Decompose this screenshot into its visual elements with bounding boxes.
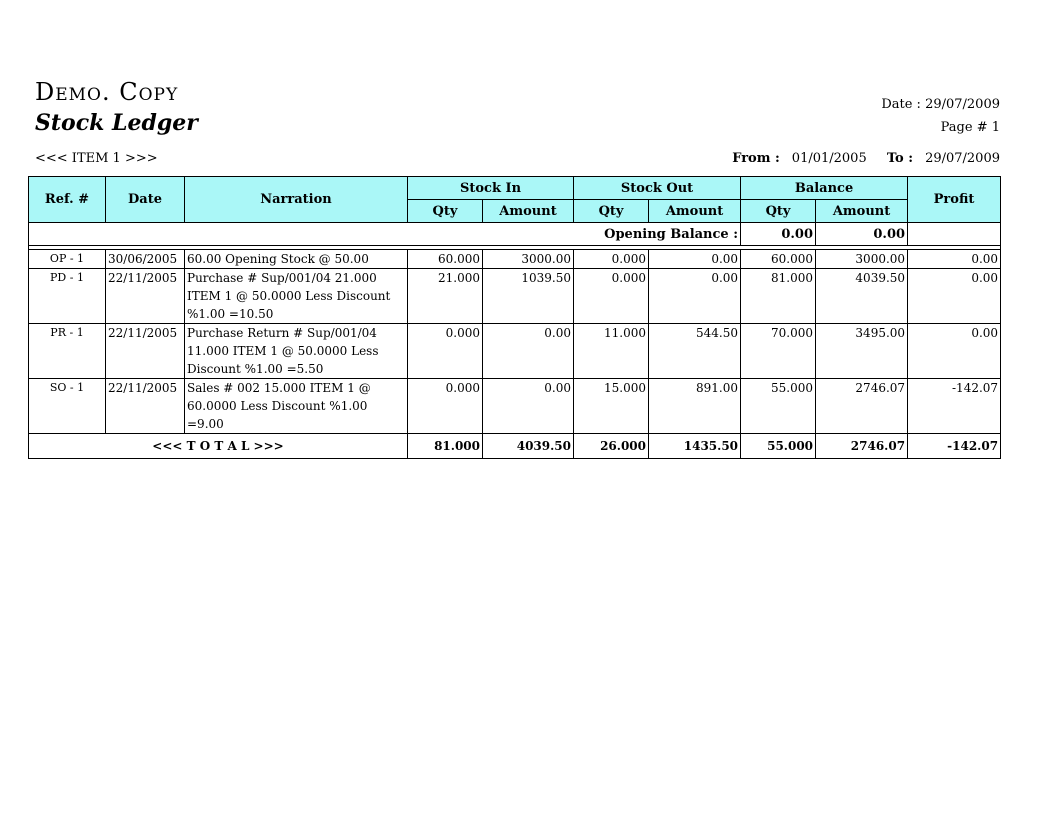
- company-name: Demo. Copy: [35, 78, 179, 106]
- col-stock-in: Stock In: [408, 177, 574, 200]
- ledger-table: [28, 176, 1001, 459]
- date-cell: 22/11/2005: [106, 379, 185, 434]
- page-number: Page # 1: [940, 120, 1000, 135]
- in-amount-cell: 0.00: [483, 379, 574, 434]
- total-in-qty: 81.000: [408, 434, 483, 459]
- table-row: [29, 324, 1001, 379]
- out-amount-cell: 891.00: [649, 379, 741, 434]
- in-qty-cell: 60.000: [408, 250, 483, 269]
- narration-cell: Purchase # Sup/001/04 21.000 ITEM 1 @ 50.0000 Less Discount %1.00 =10.50: [185, 269, 408, 324]
- col-stock-out: Stock Out: [574, 177, 741, 200]
- profit-cell: 0.00: [908, 324, 1001, 379]
- opening-amount: 0.00: [816, 223, 908, 246]
- total-out-amount: 1435.50: [649, 434, 741, 459]
- narration-cell: Sales # 002 15.000 ITEM 1 @ 60.0000 Less Discount %1.00 =9.00: [185, 379, 408, 434]
- profit-cell: -142.07: [908, 379, 1001, 434]
- out-qty-cell: 11.000: [574, 324, 649, 379]
- total-in-amount: 4039.50: [483, 434, 574, 459]
- opening-qty: 0.00: [741, 223, 816, 246]
- col-profit: Profit: [908, 177, 1001, 223]
- bal-qty-cell: 55.000: [741, 379, 816, 434]
- in-qty-cell: 0.000: [408, 324, 483, 379]
- bal-qty-cell: 81.000: [741, 269, 816, 324]
- out-amount-cell: 544.50: [649, 324, 741, 379]
- out-qty-cell: 0.000: [574, 269, 649, 324]
- bal-amount-cell: 4039.50: [816, 269, 908, 324]
- date-cell: 30/06/2005: [106, 250, 185, 269]
- col-balance: Balance: [741, 177, 908, 200]
- total-bal-amount: 2746.07: [816, 434, 908, 459]
- total-out-qty: 26.000: [574, 434, 649, 459]
- col-out-amount: Amount: [649, 200, 741, 223]
- total-profit: -142.07: [908, 434, 1001, 459]
- out-qty-cell: 0.000: [574, 250, 649, 269]
- to-label: To :: [886, 151, 914, 166]
- total-bal-qty: 55.000: [741, 434, 816, 459]
- ref-cell: PD - 1: [29, 269, 106, 324]
- out-qty-cell: 15.000: [574, 379, 649, 434]
- item-heading: <<< ITEM 1 >>>: [35, 151, 158, 166]
- in-amount-cell: 3000.00: [483, 250, 574, 269]
- date-range: [732, 151, 1000, 166]
- report-date: Date : 29/07/2009: [881, 97, 1000, 112]
- ref-cell: SO - 1: [29, 379, 106, 434]
- report-title: Stock Ledger: [35, 110, 198, 136]
- opening-profit: [908, 223, 1001, 246]
- in-qty-cell: 0.000: [408, 379, 483, 434]
- col-in-qty: Qty: [408, 200, 483, 223]
- col-date: Date: [106, 177, 185, 223]
- table-row: [29, 250, 1001, 269]
- total-label: <<< T O T A L >>>: [29, 434, 408, 459]
- bal-amount-cell: 3000.00: [816, 250, 908, 269]
- from-value: 01/01/2005: [791, 151, 867, 166]
- col-bal-amount: Amount: [816, 200, 908, 223]
- col-in-amount: Amount: [483, 200, 574, 223]
- bal-amount-cell: 3495.00: [816, 324, 908, 379]
- ref-cell: OP - 1: [29, 250, 106, 269]
- in-amount-cell: 0.00: [483, 324, 574, 379]
- col-bal-qty: Qty: [741, 200, 816, 223]
- out-amount-cell: 0.00: [649, 250, 741, 269]
- narration-cell: Purchase Return # Sup/001/04 11.000 ITEM 1 @ 50.0000 Less Discount %1.00 =5.50: [185, 324, 408, 379]
- col-narration: Narration: [185, 177, 408, 223]
- profit-cell: 0.00: [908, 269, 1001, 324]
- in-amount-cell: 1039.50: [483, 269, 574, 324]
- table-row: [29, 379, 1001, 434]
- bal-amount-cell: 2746.07: [816, 379, 908, 434]
- from-label: From :: [732, 151, 780, 166]
- col-ref: Ref. #: [29, 177, 106, 223]
- narration-cell: 60.00 Opening Stock @ 50.00: [185, 250, 408, 269]
- date-cell: 22/11/2005: [106, 324, 185, 379]
- to-value: 29/07/2009: [925, 151, 1000, 166]
- date-cell: 22/11/2005: [106, 269, 185, 324]
- total-row: [29, 434, 1001, 459]
- in-qty-cell: 21.000: [408, 269, 483, 324]
- table-row: [29, 269, 1001, 324]
- opening-balance-row: [29, 223, 1001, 246]
- profit-cell: 0.00: [908, 250, 1001, 269]
- out-amount-cell: 0.00: [649, 269, 741, 324]
- opening-balance-label: Opening Balance :: [29, 223, 741, 246]
- ref-cell: PR - 1: [29, 324, 106, 379]
- bal-qty-cell: 60.000: [741, 250, 816, 269]
- bal-qty-cell: 70.000: [741, 324, 816, 379]
- col-out-qty: Qty: [574, 200, 649, 223]
